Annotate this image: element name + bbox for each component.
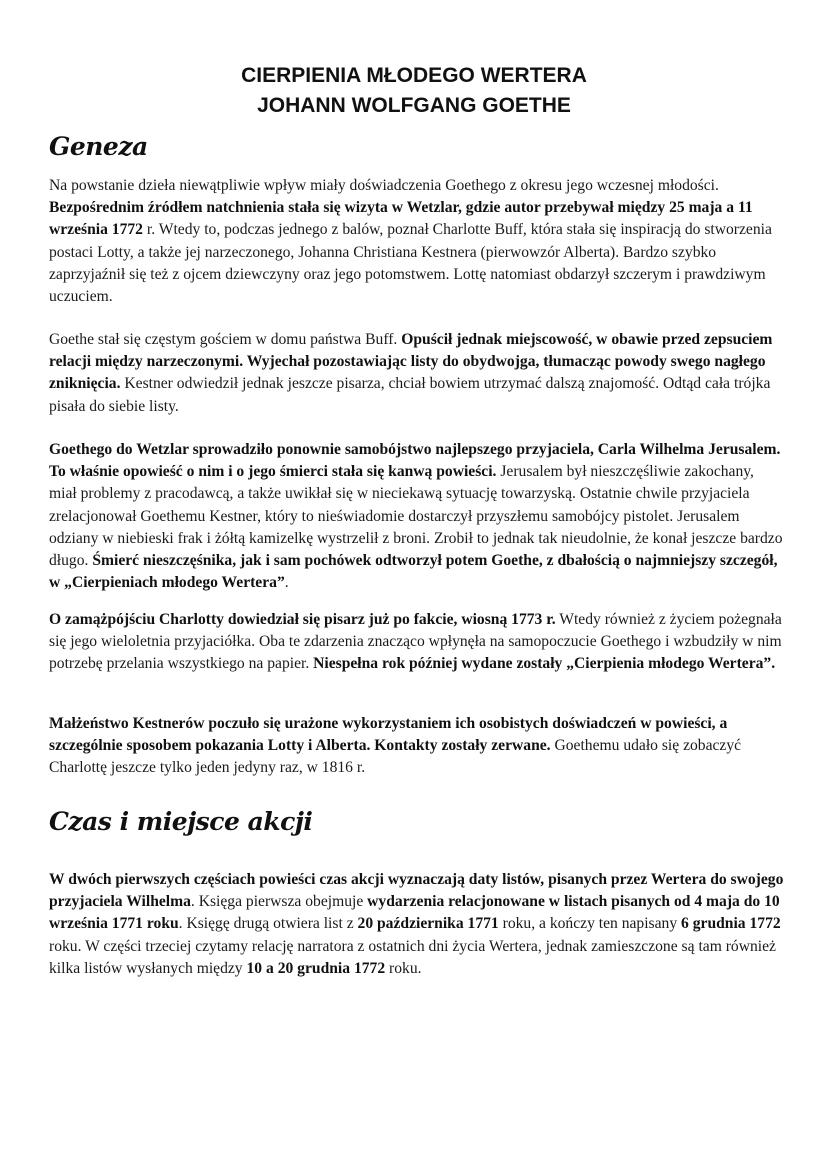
paragraph bbox=[49, 439, 784, 594]
text-run: . Księgę drugą otwiera list z bbox=[178, 915, 358, 933]
paragraph bbox=[49, 175, 784, 308]
bold-text-run: Niespełna rok później wydane zostały „Cierpienia młodego Wertera”. bbox=[313, 655, 776, 673]
text-run: Jerusalem był nieszczęśliwie zakochany, miał problemy z pracodawcą, a także uwikłał się w nieciekawą sytuację towarzyską. Ostatnie chwile przyjaciela zrelacjonował Goethemu Kestner, który to nieświadomie dostarczył przyszłemu samobójcy pistolet. Jerusalem odziany w niebieski frak i żółtą kamizelkę wystrzelił z broni. Zrobił to jednak tak nieudolnie, że konał jeszcze bardzo długo. bbox=[49, 463, 783, 570]
text-run: roku. bbox=[385, 959, 422, 977]
text-run: Goethemu udało się zobaczyć Charlottę jeszcze tylko jeden jedyny raz, w 1816 r. bbox=[49, 737, 742, 777]
section-heading-geneza: Geneza bbox=[49, 132, 148, 161]
text-run: r. Wtedy to, podczas jednego z balów, poznał Charlotte Buff, która stała się inspiracją do stworzenia postaci Lotty, a także jej narzeczonego, Johanna Christiana Kestnera (pierwowzór Alberta). Bardzo szybko zaprzyjaźnił się też z ojcem dziewczyny oraz jego potomstwem. Lottę natomiast obdarzył szczerym i prawdziwym uczuciem. bbox=[49, 221, 772, 306]
bold-text-run: Małżeństwo Kestnerów poczuło się urażone wykorzystaniem ich osobistych doświadczeń w powieści, a szczególnie sposobem pokazania Lotty i Alberta. Kontakty zostały zerwane. bbox=[49, 715, 728, 755]
paragraph bbox=[49, 869, 784, 980]
text-run: roku, a kończy ten napisany bbox=[498, 915, 682, 933]
bold-text-run: Opuścił jednak miejscowość, w obawie przed zepsuciem relacji między narzeczonymi. Wyjechał pozostawiając listy do obydwojga, tłumacząc powody swego nagłego zniknięcia. bbox=[49, 331, 773, 393]
paragraph bbox=[49, 713, 784, 780]
bold-text-run: 10 a 20 grudnia 1772 bbox=[246, 959, 386, 977]
title-line-1: CIERPIENIA MŁODEGO WERTERA bbox=[241, 64, 587, 87]
title-line-2: JOHANN WOLFGANG GOETHE bbox=[257, 94, 571, 117]
bold-text-run: 20 października 1771 bbox=[357, 915, 499, 933]
text-run: Wtedy również z życiem pożegnała się jego wieloletnia przyjaciółka. Oba te zdarzenia znacząco wpłynęła na samopoczucie Goethego i wzbudziły w nim potrzebę przelania wszystkiego na papier. bbox=[49, 611, 782, 673]
bold-text-run: wydarzenia relacjonowane w listach pisanych od 4 maja do 10 września 1771 roku bbox=[49, 893, 780, 933]
bold-text-run: Goethego do Wetzlar sprowadziło ponownie samobójstwo najlepszego przyjaciela, Carla Wilhelma Jerusalem. To właśnie opowieść o nim i o jego śmierci stała się kanwą powieści. bbox=[49, 441, 781, 481]
text-run: . bbox=[284, 574, 289, 592]
bold-text-run: Bezpośrednim źródłem natchnienia stała się wizyta w Wetzlar, gdzie autor przebywał między 25 maja a 11 września 1772 bbox=[49, 199, 753, 239]
bold-text-run: W dwóch pierwszych częściach powieści czas akcji wyznaczają daty listów, pisanych przez Wertera do swojego przyjaciela Wilhelma bbox=[49, 871, 784, 911]
document-title bbox=[0, 61, 828, 121]
text-run: Na powstanie dzieła niewątpliwie wpływ miały doświadczenia Goethego z okresu jego wczesnej młodości. bbox=[49, 177, 719, 194]
bold-text-run: 6 grudnia 1772 bbox=[681, 915, 781, 933]
paragraph bbox=[49, 329, 784, 418]
text-run: roku. W części trzeciej czytamy relację narratora z ostatnich dni życia Wertera, jednak zamieszczone są tam również kilka listów wysłanych między bbox=[49, 937, 776, 977]
text-run: Kestner odwiedził jednak jeszcze pisarza, chciał bowiem utrzymać dalszą znajomość. Odtąd cała trójka pisała do siebie listy. bbox=[49, 375, 771, 415]
bold-text-run: O zamążpójściu Charlotty dowiedział się pisarz już po fakcie, wiosną 1773 r. bbox=[49, 611, 556, 628]
paragraph bbox=[49, 609, 784, 676]
section-heading-czas-i-miejsce-akcji: Czas i miejsce akcji bbox=[49, 807, 313, 836]
text-run: Goethe stał się częstym gościem w domu państwa Buff. bbox=[49, 331, 402, 348]
bold-text-run: Śmierć nieszczęśnika, jak i sam pochówek odtworzył potem Goethe, z dbałością o najmniejszy szczegół, w „Cierpieniach młodego Wertera” bbox=[49, 552, 778, 592]
text-run: . Księga pierwsza obejmuje bbox=[190, 893, 368, 911]
